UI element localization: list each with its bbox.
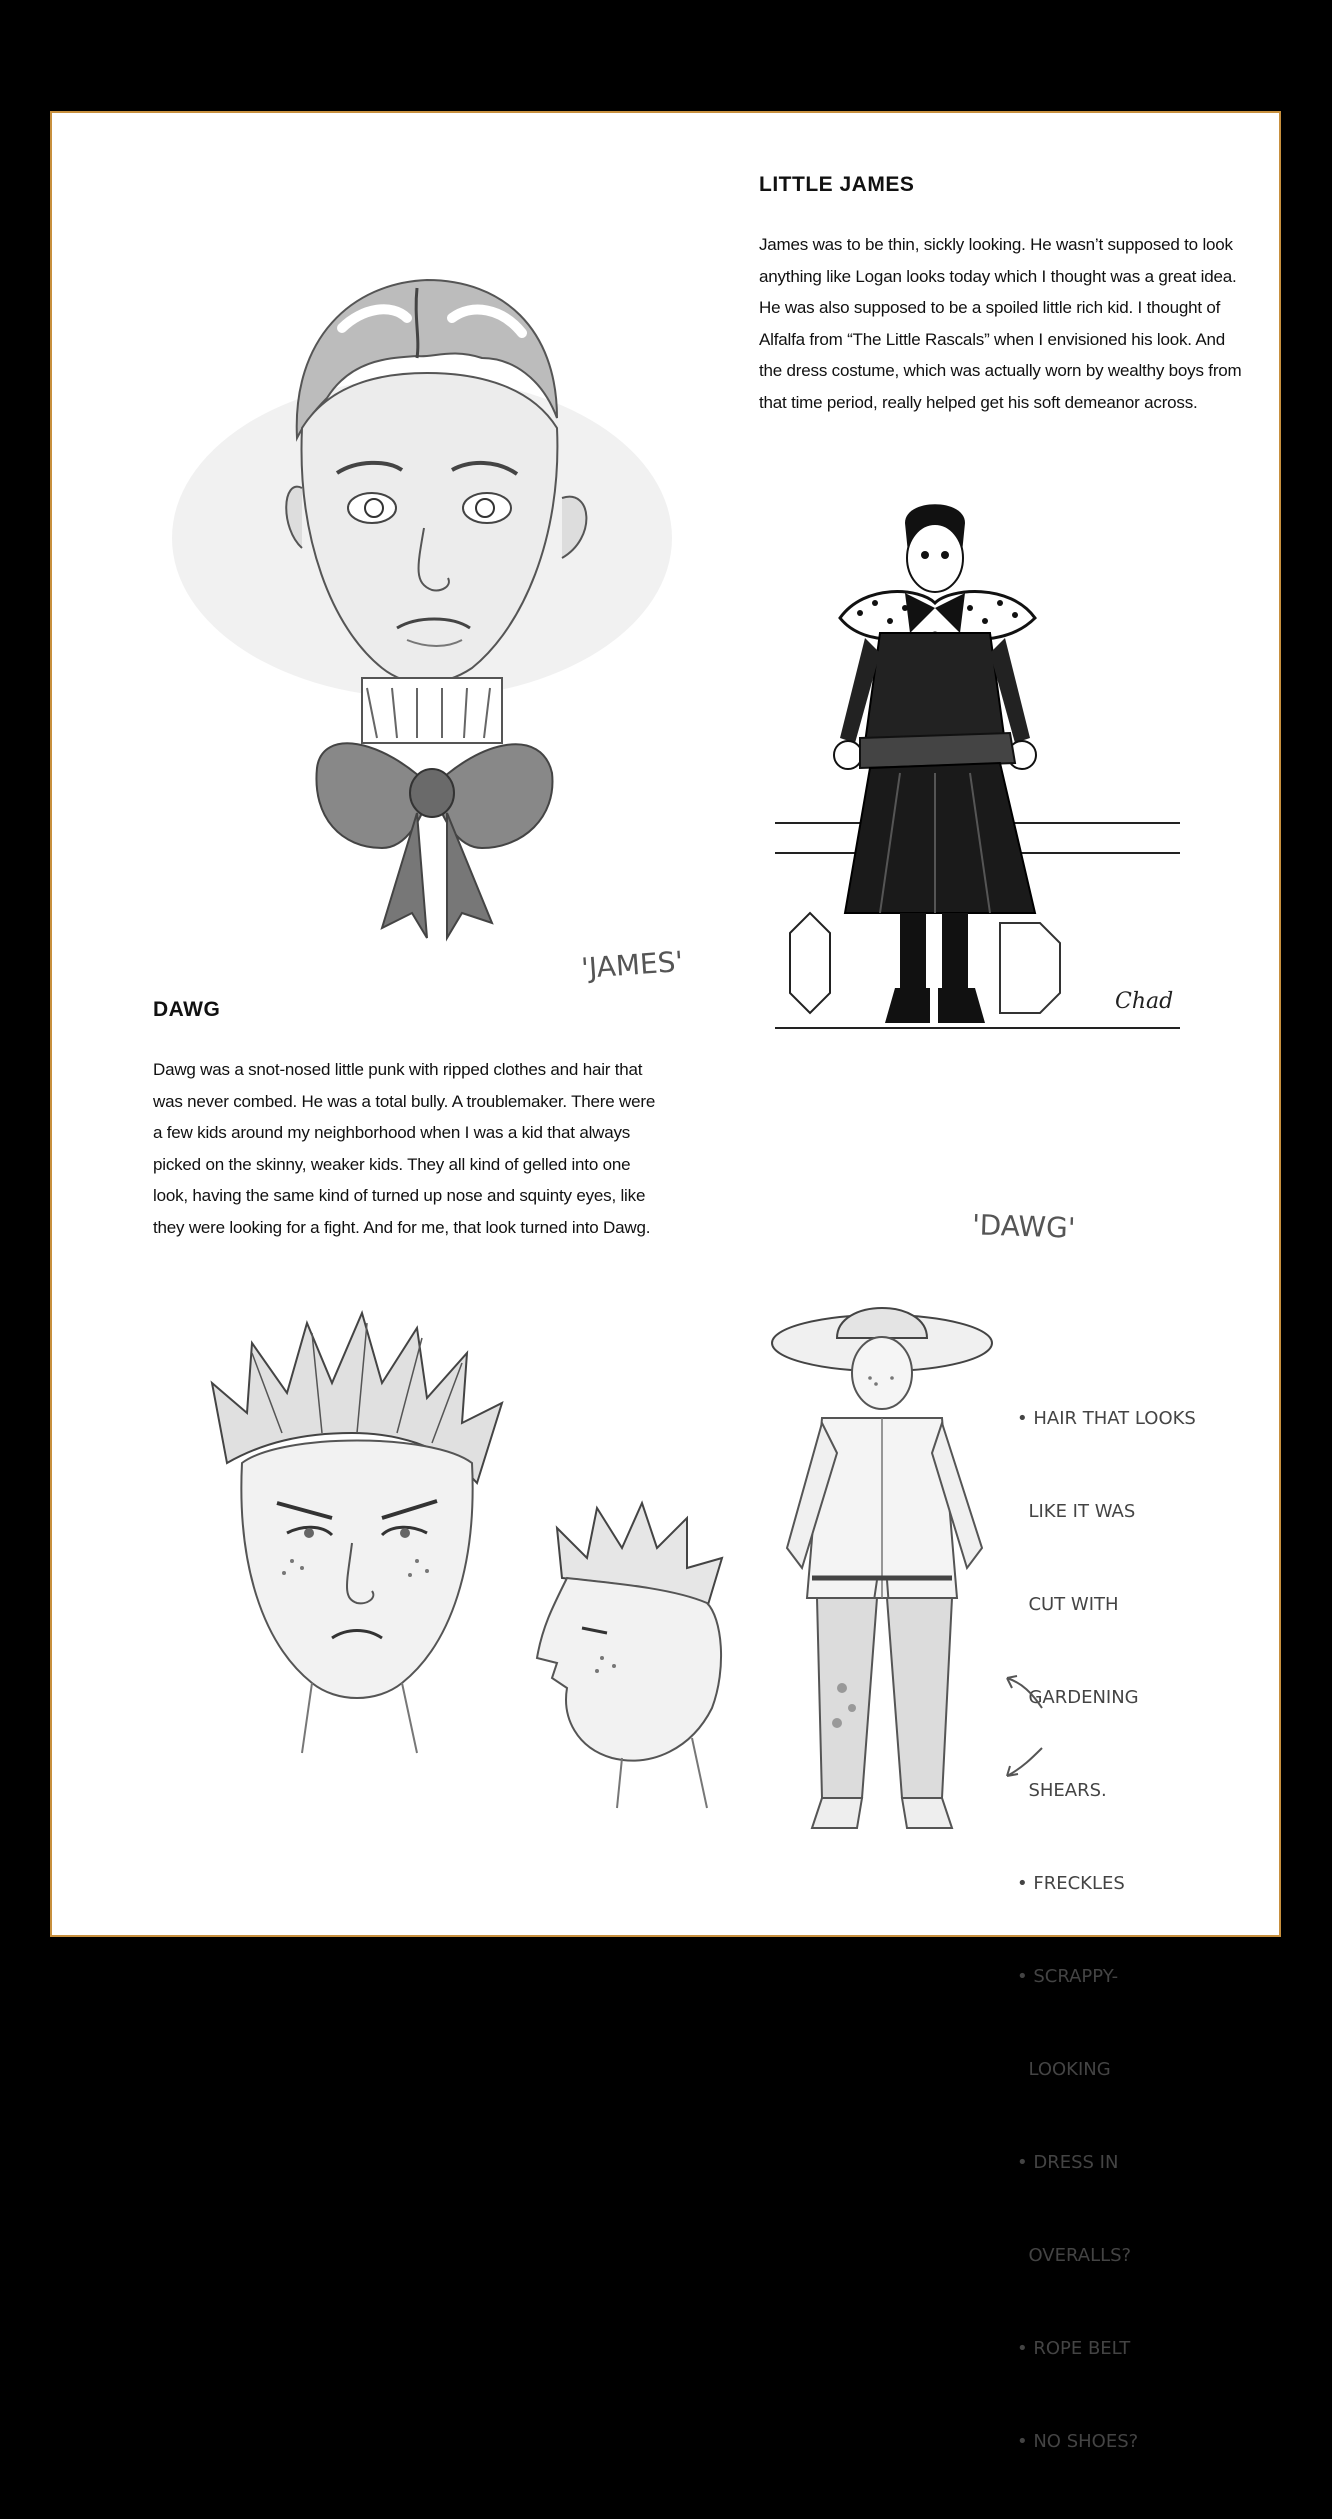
dawg-notes bbox=[1017, 1341, 1196, 2519]
little-james-text bbox=[759, 229, 1249, 418]
dawg-text-line: picked on the skinny, weaker kids. They all kind of gelled into one bbox=[153, 1154, 631, 1174]
dawg-front-portrait-sketch bbox=[192, 1293, 552, 1763]
dawg-text-line: was never combed. He was a total bully. A troublemaker. There were bbox=[153, 1091, 656, 1111]
dawg-note-line: CUT WITH bbox=[1017, 1594, 1119, 1615]
dawg-full-body-sketch bbox=[742, 1268, 1022, 1848]
little-james-text-line: Alfalfa from “The Little Rascals” when I envisioned his look. And bbox=[759, 329, 1226, 349]
james-sketch-label: 'JAMES' bbox=[580, 944, 685, 985]
dawg-text-line: Dawg was a snot-nosed little punk with ripped clothes and hair that bbox=[153, 1060, 643, 1079]
dawg-note-line: GARDENING bbox=[1017, 1687, 1139, 1708]
dawg-profile-sketch bbox=[522, 1488, 762, 1818]
little-james-heading: LITTLE JAMES bbox=[759, 173, 915, 196]
dawg-note-line: • NO SHOES? bbox=[1017, 2431, 1139, 2452]
dawg-note-line: • HAIR THAT LOOKS bbox=[1017, 1408, 1196, 1429]
little-james-text-line: James was to be thin, sickly looking. He wasn’t supposed to look bbox=[759, 235, 1233, 254]
arrow-icon bbox=[992, 1658, 1052, 1788]
dawg-note-line: • FRECKLES bbox=[1017, 1873, 1125, 1894]
dawg-note-line: • ROPE BELT bbox=[1017, 2338, 1131, 2359]
james-full-body-ink bbox=[770, 493, 1190, 1053]
little-james-text-line: anything like Logan looks today which I thought was a great idea. bbox=[759, 266, 1237, 286]
dawg-sketch-label: 'DAWG' bbox=[971, 1208, 1077, 1245]
little-james-text-line: the dress costume, which was actually worn by wealthy boys from bbox=[759, 361, 1242, 380]
dawg-note-line: OVERALLS? bbox=[1017, 2245, 1132, 2266]
dawg-text-line: they were looking for a fight. And for me, that look turned into Dawg. bbox=[153, 1217, 651, 1237]
dawg-text bbox=[153, 1054, 683, 1243]
james-ink-signature: Chad bbox=[1115, 989, 1174, 1014]
dawg-heading: DAWG bbox=[153, 998, 221, 1021]
little-james-text-line: He was also supposed to be a spoiled little rich kid. I thought of bbox=[759, 298, 1221, 317]
page-frame bbox=[50, 111, 1281, 2452]
dawg-note-line: • SCRAPPY- bbox=[1017, 1966, 1119, 1987]
dawg-text-line: look, having the same kind of turned up nose and squinty eyes, like bbox=[153, 1186, 646, 1205]
james-portrait-sketch bbox=[152, 208, 732, 1068]
dawg-note-line: LIKE IT WAS bbox=[1017, 1501, 1136, 1522]
dawg-text-line: a few kids around my neighborhood when I was a kid that always bbox=[153, 1123, 631, 1142]
dawg-note-line: LOOKING bbox=[1017, 2059, 1111, 2080]
dawg-note-line: SHEARS. bbox=[1017, 1780, 1107, 1801]
dawg-note-line: • DRESS IN bbox=[1017, 2152, 1119, 2173]
little-james-text-line: that time period, really helped get his soft demeanor across. bbox=[759, 392, 1198, 412]
